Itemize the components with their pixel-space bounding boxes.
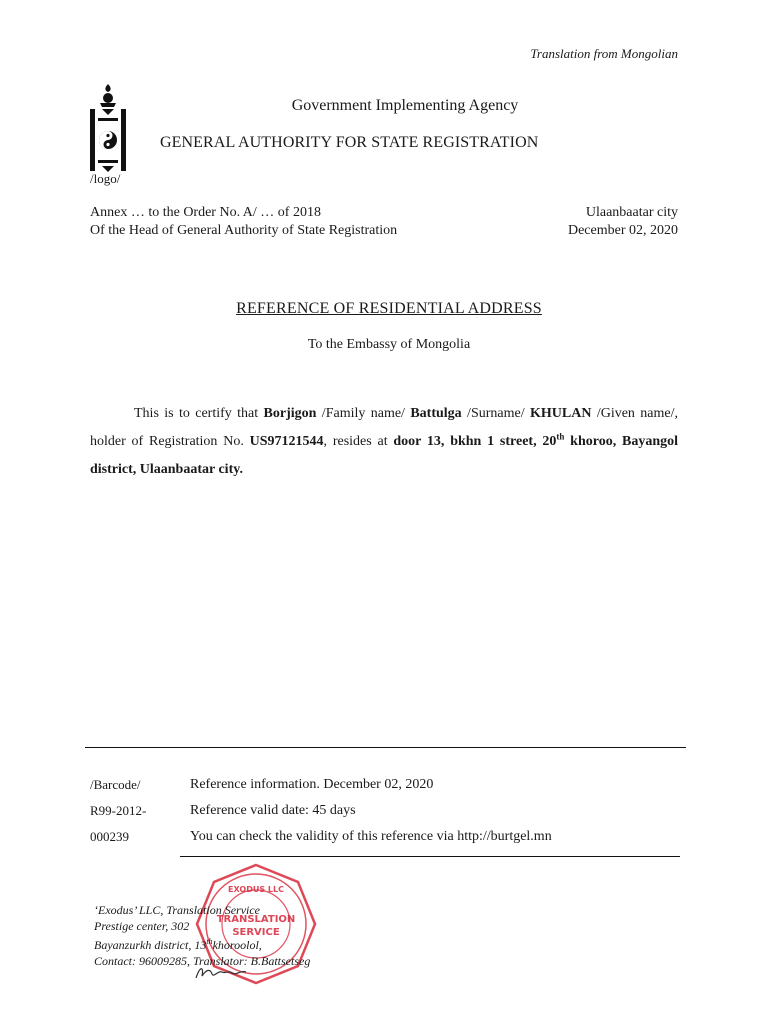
head-line: Of the Head of General Authority of State Registration (90, 223, 398, 238)
footer-divider (85, 747, 686, 748)
registration-number: US97121544 (249, 434, 324, 449)
reference-info-block (190, 772, 552, 850)
translator-address1: Prestige center, 302 (94, 919, 190, 933)
authority-heading: GENERAL AUTHORITY FOR STATE REGISTRATION (160, 134, 539, 151)
barcode-number-line1: R99-2012- (90, 803, 147, 818)
translator-stamp-text (94, 902, 310, 969)
translator-contact: Contact: 96009285, Translator: B.Battsetseg (94, 954, 311, 968)
translator-address2: Bayanzurkh district, 13thkhoroolol, (94, 937, 262, 952)
given-name: KHULAN (529, 406, 592, 421)
annex-line: Annex … to the Order No. A/ … of 2018 (90, 205, 321, 220)
issue-date: December 02, 2020 (567, 223, 678, 238)
agency-heading: Government Implementing Agency (291, 97, 519, 114)
body-text: /Surname/ (461, 406, 530, 421)
footer-bottom-divider (180, 856, 680, 857)
body-text: /Family name/ (316, 406, 411, 421)
addressee: To the Embassy of Mongolia (307, 337, 471, 352)
svg-text:EXODUS LLC: EXODUS LLC (228, 885, 284, 894)
surname: Battulga (410, 406, 462, 421)
barcode-label: /Barcode/ (90, 777, 141, 792)
svg-text:TRANSLATION: TRANSLATION (216, 914, 296, 925)
address: door 13, bkhn 1 street, 20th khoroo, Bayangol district, Ulaanbaatar city. (90, 431, 678, 477)
order-reference (90, 204, 397, 240)
validity-check: You can check the validity of this reference via http://burtgel.mn (190, 829, 552, 844)
body-text: /Given name/, holder of Registration No. (90, 406, 679, 449)
svg-text:SERVICE: SERVICE (232, 927, 280, 938)
barcode-block (90, 772, 146, 850)
soyombo-logo (88, 82, 128, 174)
place-and-date (568, 204, 678, 240)
reference-info: Reference information. December 02, 2020 (190, 777, 434, 792)
translator-company: ‘Exodus’ LLC, Translation Service (94, 903, 261, 917)
family-name: Borjigon (263, 406, 317, 421)
translation-note: Translation from Mongolian (530, 46, 678, 61)
document-title: REFERENCE OF RESIDENTIAL ADDRESS (236, 300, 542, 317)
logo-caption: /logo/ (90, 171, 121, 186)
body-text: This is to certify that (134, 406, 264, 421)
barcode-number-line2: 000239 (90, 829, 129, 844)
body-text: , resides at (323, 434, 394, 449)
city: Ulaanbaatar city (585, 205, 678, 220)
certification-paragraph (90, 400, 678, 484)
valid-date: Reference valid date: 45 days (190, 803, 356, 818)
translator-signature (192, 960, 252, 984)
